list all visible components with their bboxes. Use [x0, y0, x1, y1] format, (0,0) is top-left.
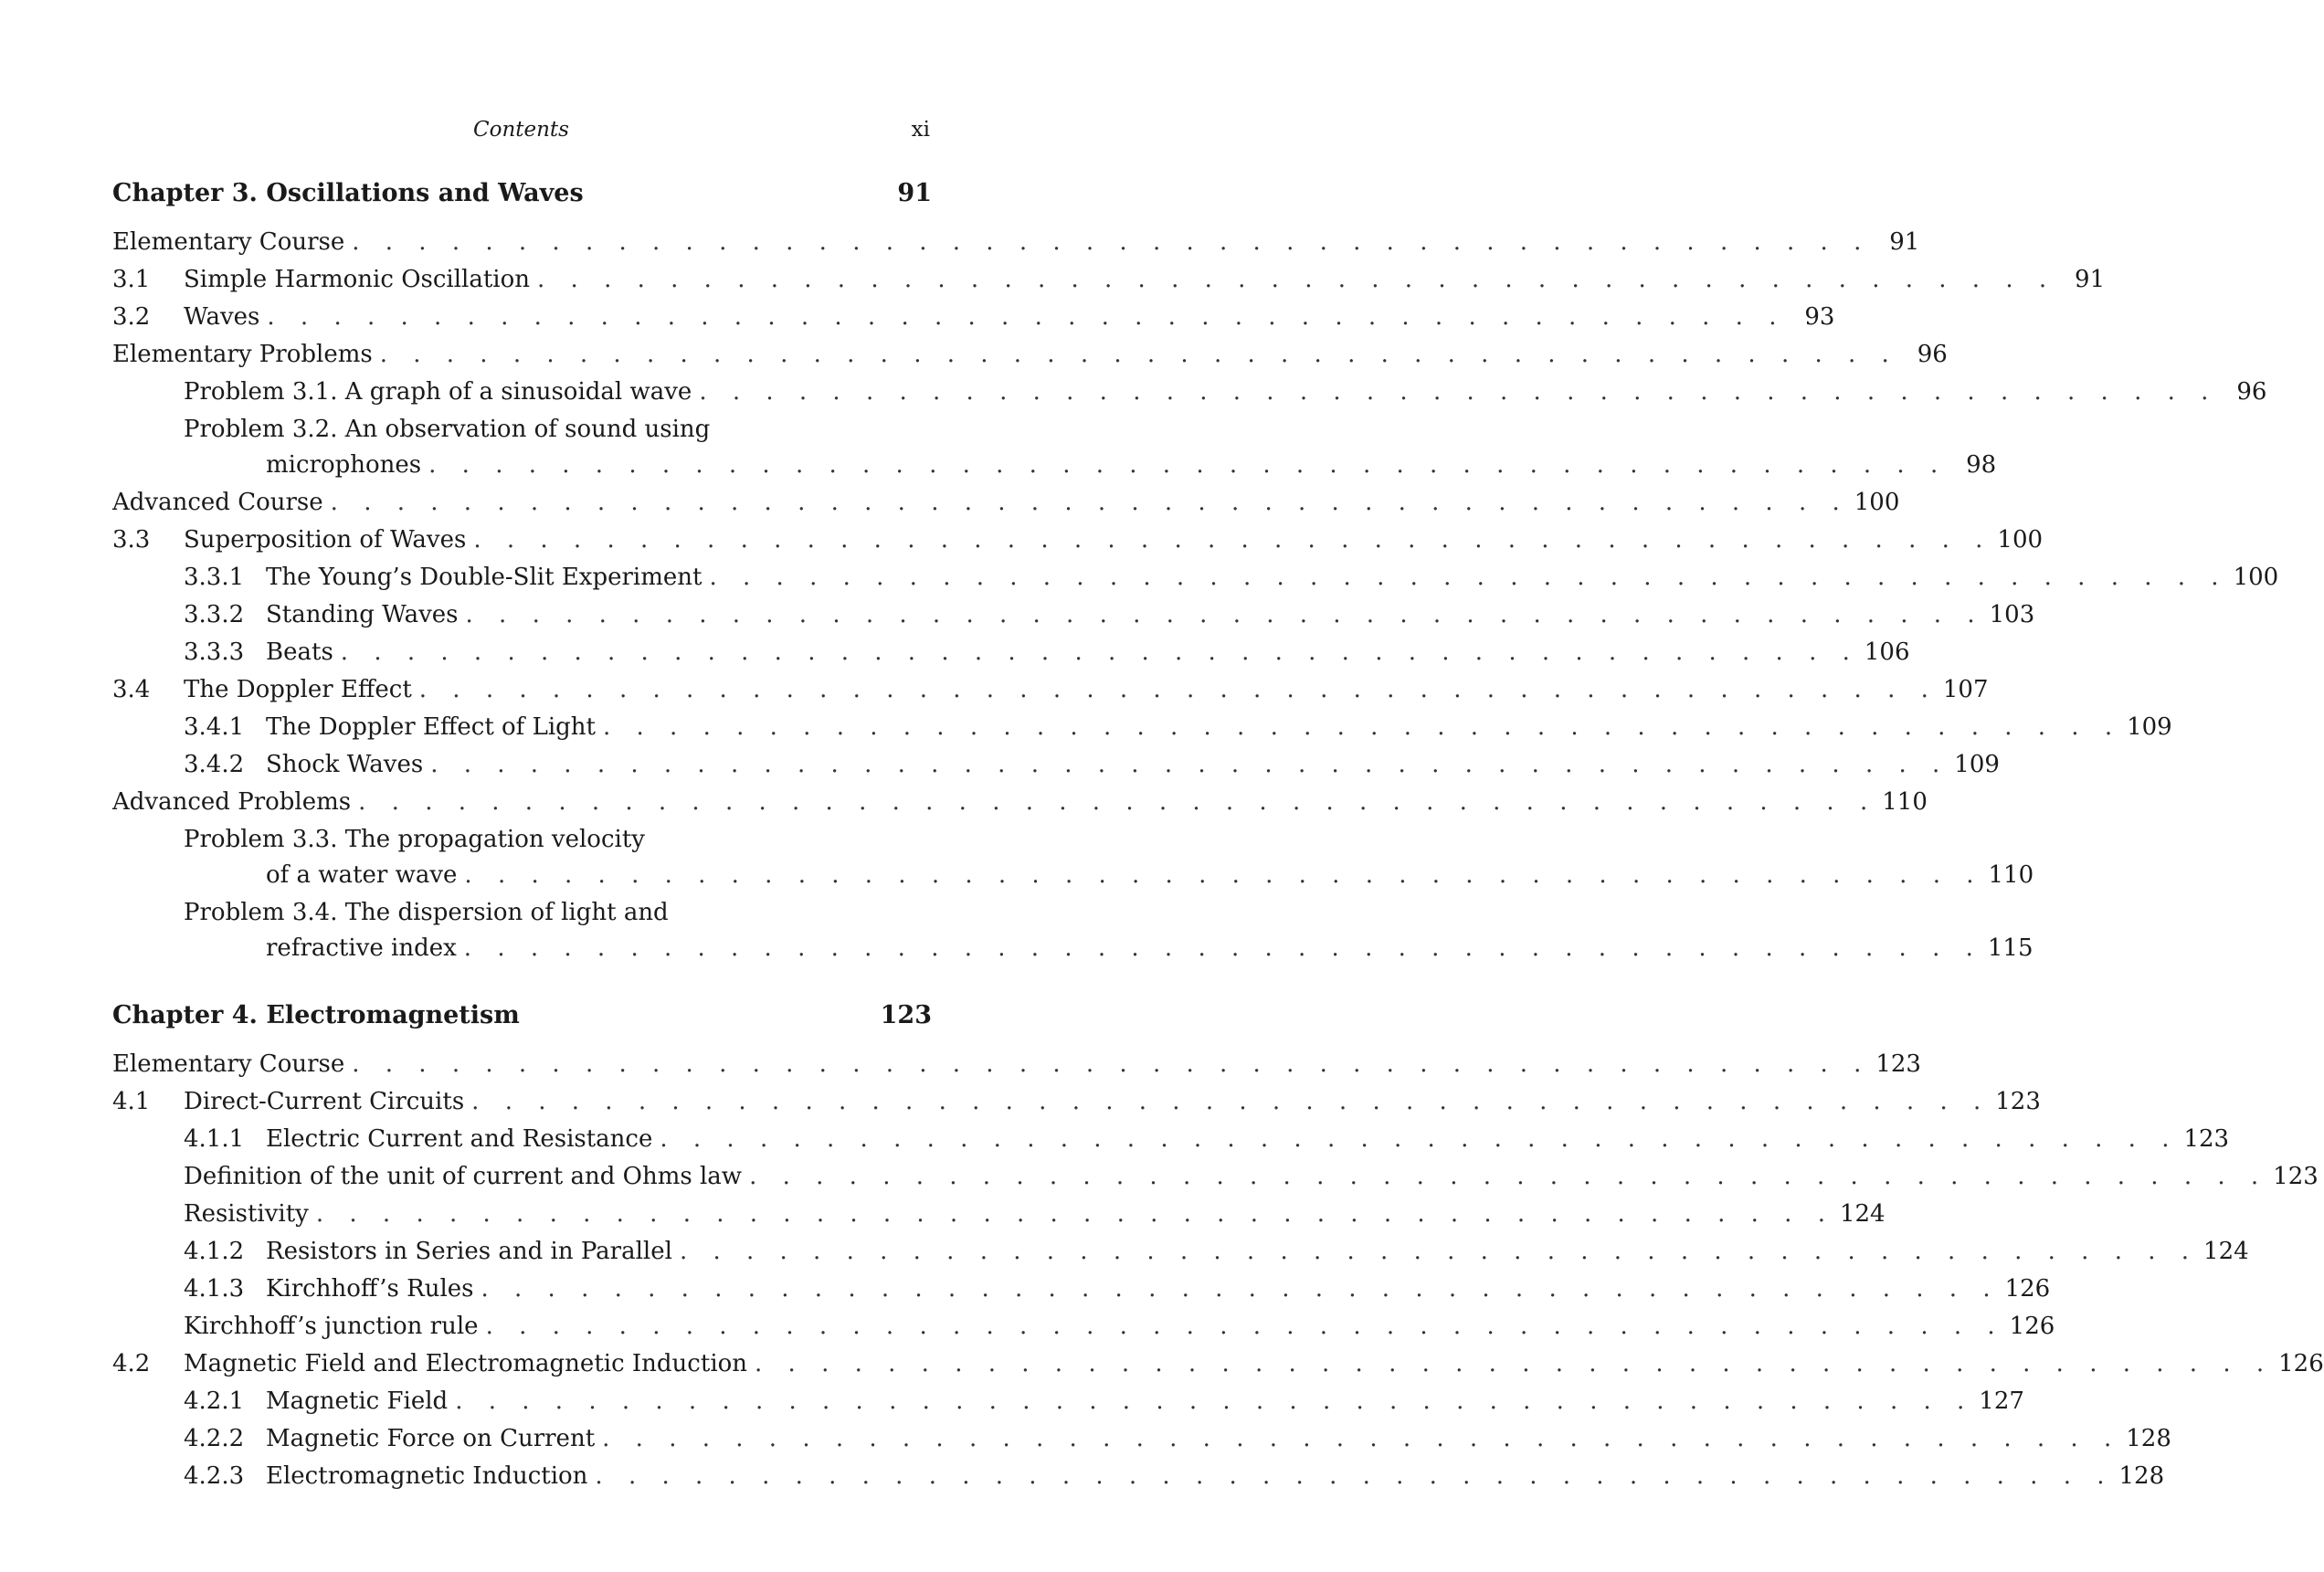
leader-dots: . . . . . . . . . . . . . . . . . . . . . . . . . . . . . . . . . . . . . . . . . . . . . .: [755, 1350, 2274, 1377]
entry-number: 3.1: [112, 266, 151, 293]
toc-entry-problem-3-2[interactable]: [112, 412, 932, 447]
entry-title: Problem 3.4. The dispersion of light and: [184, 899, 669, 926]
leader-dots: . . . . . . . . . . . . . . . . . . . . . . . . . . . . . . . . . . . . . . . . . . . . . .: [352, 1050, 1871, 1078]
entry-page: 126: [2278, 1350, 2324, 1377]
entry-number: 3.4: [112, 676, 151, 703]
toc-entry-problem-3-3[interactable]: [112, 822, 932, 857]
toc-entry-4-2-3[interactable]: [112, 1459, 2165, 1493]
entry-title: Standing Waves: [266, 601, 459, 628]
leader-dots: . . . . . . . . . . . . . . . . . . . . . . . . . . . . . . . . . . . . . . . . . . . . . .: [485, 1313, 2004, 1340]
toc-entry-3-1[interactable]: [112, 262, 2106, 297]
entry-title: Resistivity: [184, 1200, 309, 1228]
entry-title: Electric Current and Resistance: [266, 1125, 653, 1153]
entry-number: 3.3.3: [184, 638, 245, 666]
entry-page: 107: [1942, 676, 1989, 703]
entry-page: 110: [1882, 788, 1928, 816]
entry-page: 100: [1854, 489, 1900, 516]
leader-dots: . . . . . . . . . . . . . . . . . . . . . . . . . . . . . . . . . . . . . . . . . . . . . .: [471, 1088, 1991, 1115]
entry-page: 123: [2183, 1125, 2230, 1153]
entry-page: 128: [2126, 1425, 2171, 1452]
toc-entry-definition-unit-current[interactable]: [112, 1159, 2319, 1194]
toc-entry-3-2[interactable]: [112, 300, 1835, 334]
entry-number: 4.2: [112, 1350, 151, 1377]
leader-dots: . . . . . . . . . . . . . . . . . . . . . . . . . . . . . . . . . . . . . . . . . . . . . .: [481, 1275, 2000, 1303]
entry-title: Advanced Course: [112, 489, 323, 516]
entry-title: Elementary Problems: [112, 341, 373, 368]
entry-page: 109: [2127, 713, 2172, 741]
entry-title: Definition of the unit of current and Ohms law: [184, 1163, 743, 1190]
entry-title: Resistors in Series and in Parallel: [266, 1238, 672, 1265]
toc-entry-4-2[interactable]: [112, 1346, 2324, 1381]
entry-title: Kirchhoff’s Rules: [266, 1275, 474, 1303]
entry-title: microphones: [266, 451, 422, 479]
entry-title: Simple Harmonic Oscillation: [184, 266, 531, 293]
entry-title: Direct-Current Circuits: [184, 1088, 465, 1115]
entry-title: Problem 3.3. The propagation velocity: [184, 826, 645, 853]
entry-page: 123: [2273, 1163, 2319, 1190]
toc-entry-problem-3-4[interactable]: [112, 895, 932, 930]
leader-dots: . . . . . . . . . . . . . . . . . . . . . . . . . . . . . . . . . . . . . . . . . . . . . .: [330, 489, 1849, 516]
toc-entry-elementary-course[interactable]: [112, 225, 1920, 259]
entry-title: Problem 3.2. An observation of sound using: [184, 416, 711, 443]
entry-number: 4.1.1: [184, 1125, 245, 1153]
entry-number: 4.1.2: [184, 1238, 245, 1265]
entry-page: 123: [1995, 1088, 2041, 1115]
toc-entry-3-3-2[interactable]: [112, 597, 2035, 632]
leader-dots: . . . . . . . . . . . . . . . . . . . . . . . . . . . . . . . . . . . . . . . . . . . . . .: [315, 1200, 1834, 1228]
entry-page: 115: [1987, 934, 2034, 962]
toc-entry-3-3-1[interactable]: [112, 560, 2279, 595]
toc-entry-advanced-course[interactable]: [112, 485, 1900, 520]
entry-page: 100: [1997, 526, 2044, 554]
toc-entry-4-1[interactable]: [112, 1084, 2041, 1119]
toc-entry-3-3[interactable]: [112, 522, 2044, 557]
leader-dots: . . . . . . . . . . . . . . . . . . . . . . . . . . . . . . . . . . . . . . . . . . . . . .: [352, 228, 1871, 256]
chapter-page: 123: [880, 1000, 932, 1029]
entry-number: 3.4.1: [184, 713, 245, 741]
entry-title: Waves: [184, 303, 260, 331]
toc-entry-4-1-1[interactable]: [112, 1122, 2230, 1156]
entry-title: refractive index: [266, 934, 457, 962]
leader-dots: . . . . . . . . . . . . . . . . . . . . . . . . . . . . . . . . . . . . . . . . . . . . . .: [473, 526, 1992, 554]
running-head-page-number: xi: [911, 118, 930, 142]
leader-dots: . . . . . . . . . . . . . . . . . . . . . . . . . . . . . . . . . . . . . . . . . . . . . .: [267, 303, 1786, 331]
entry-page: 100: [2233, 564, 2279, 591]
leader-dots: . . . . . . . . . . . . . . . . . . . . . . . . . . . . . . . . . . . . . . . . . . . . . .: [418, 676, 1938, 703]
chapter-page: 91: [897, 178, 932, 207]
toc-entry-advanced-problems[interactable]: [112, 785, 1928, 819]
leader-dots: . . . . . . . . . . . . . . . . . . . . . . . . . . . . . . . . . . . . . . . . . . . . . .: [699, 378, 2218, 406]
entry-page: 91: [1889, 228, 1920, 256]
entry-page: 103: [1989, 601, 2035, 628]
toc-entry-problem-3-4-continued[interactable]: [112, 931, 2034, 965]
leader-dots: . . . . . . . . . . . . . . . . . . . . . . . . . . . . . . . . . . . . . . . . . . . . . .: [463, 934, 1982, 962]
entry-title: The Young’s Double-Slit Experiment: [266, 564, 702, 591]
entry-title: Advanced Problems: [112, 788, 352, 816]
entry-title: The Doppler Effect of Light: [266, 713, 596, 741]
toc-entry-resistivity[interactable]: [112, 1197, 1886, 1231]
leader-dots: . . . . . . . . . . . . . . . . . . . . . . . . . . . . . . . . . . . . . . . . . . . . . .: [537, 266, 2056, 293]
toc-entry-4-1-3[interactable]: [112, 1271, 2051, 1306]
entry-number: 3.3.1: [184, 564, 245, 591]
entry-title: Electromagnetic Induction: [266, 1462, 588, 1490]
chapter-title: Chapter 3. Oscillations and Waves: [112, 178, 584, 207]
entry-page: 91: [2075, 266, 2106, 293]
entry-title: The Doppler Effect: [184, 676, 412, 703]
running-head-title: Contents: [473, 118, 569, 142]
entry-number: 3.2: [112, 303, 151, 331]
toc-entry-4-1-2[interactable]: [112, 1234, 2249, 1269]
leader-dots: . . . . . . . . . . . . . . . . . . . . . . . . . . . . . . . . . . . . . . . . . . . . . .: [595, 1462, 2114, 1490]
toc-entry-elementary-problems[interactable]: [112, 337, 1948, 372]
entry-page: 123: [1875, 1050, 1921, 1078]
toc-entry-3-4[interactable]: [112, 672, 1989, 707]
entry-number: 4.1.3: [184, 1275, 245, 1303]
toc-entry-3-3-3[interactable]: [112, 635, 1910, 670]
toc-entry-kirchhoff-junction-rule[interactable]: [112, 1309, 2055, 1344]
entry-title: Kirchhoff’s junction rule: [184, 1313, 479, 1340]
entry-page: 124: [2203, 1238, 2249, 1265]
entry-page: 109: [1954, 751, 2000, 778]
leader-dots: . . . . . . . . . . . . . . . . . . . . . . . . . . . . . . . . . . . . . . . . . . . . . .: [660, 1125, 2179, 1153]
entry-number: 3.3.2: [184, 601, 245, 628]
entry-page: 96: [2236, 378, 2267, 406]
leader-dots: . . . . . . . . . . . . . . . . . . . . . . . . . . . . . . . . . . . . . . . . . . . . . .: [340, 638, 1859, 666]
entry-number: 4.2.1: [184, 1387, 245, 1415]
entry-page: 98: [1966, 451, 1997, 479]
leader-dots: . . . . . . . . . . . . . . . . . . . . . . . . . . . . . . . . . . . . . . . . . . . . . .: [455, 1387, 1974, 1415]
entry-title: Superposition of Waves: [184, 526, 467, 554]
leader-dots: . . . . . . . . . . . . . . . . . . . . . . . . . . . . . . . . . . . . . . . . . . . . . .: [430, 751, 1949, 778]
entry-title: Elementary Course: [112, 228, 345, 256]
entry-number: 3.3: [112, 526, 151, 554]
leader-dots: . . . . . . . . . . . . . . . . . . . . . . . . . . . . . . . . . . . . . . . . . . . . . .: [465, 601, 1984, 628]
entry-title: Magnetic Field: [266, 1387, 449, 1415]
toc-entry-elementary-course[interactable]: [112, 1047, 1921, 1081]
toc-entry-3-4-2[interactable]: [112, 747, 2000, 782]
entry-title: Elementary Course: [112, 1050, 345, 1078]
entry-page: 124: [1839, 1200, 1886, 1228]
leader-dots: . . . . . . . . . . . . . . . . . . . . . . . . . . . . . . . . . . . . . . . . . . . . . .: [428, 451, 1948, 479]
entry-number: 4.2.3: [184, 1462, 245, 1490]
leader-dots: . . . . . . . . . . . . . . . . . . . . . . . . . . . . . . . . . . . . . . . . . . . . . .: [603, 713, 2122, 741]
entry-title: Problem 3.1. A graph of a sinusoidal wave: [184, 378, 692, 406]
leader-dots: . . . . . . . . . . . . . . . . . . . . . . . . . . . . . . . . . . . . . . . . . . . . . .: [379, 341, 1898, 368]
leader-dots: . . . . . . . . . . . . . . . . . . . . . . . . . . . . . . . . . . . . . . . . . . . . . .: [358, 788, 1877, 816]
entry-title: Magnetic Force on Current: [266, 1425, 596, 1452]
leader-dots: . . . . . . . . . . . . . . . . . . . . . . . . . . . . . . . . . . . . . . . . . . . . . .: [679, 1238, 2199, 1265]
entry-title: Magnetic Field and Electromagnetic Induction: [184, 1350, 748, 1377]
leader-dots: . . . . . . . . . . . . . . . . . . . . . . . . . . . . . . . . . . . . . . . . . . . . . .: [464, 861, 1983, 889]
entry-page: 110: [1988, 861, 2034, 889]
toc-entry-problem-3-3-continued[interactable]: [112, 858, 2034, 892]
chapter-3-heading[interactable]: [112, 174, 932, 211]
entry-title: Beats: [266, 638, 333, 666]
entry-number: 3.4.2: [184, 751, 245, 778]
entry-title: of a water wave: [266, 861, 458, 889]
leader-dots: . . . . . . . . . . . . . . . . . . . . . . . . . . . . . . . . . . . . . . . . . . . . . .: [749, 1163, 2268, 1190]
toc-entry-problem-3-2-continued[interactable]: [112, 448, 1997, 482]
chapter-4-heading[interactable]: [112, 997, 932, 1033]
chapter-title: Chapter 4. Electromagnetism: [112, 1000, 520, 1029]
entry-page: 126: [2004, 1275, 2051, 1303]
entry-number: 4.2.2: [184, 1425, 245, 1452]
leader-dots: . . . . . . . . . . . . . . . . . . . . . . . . . . . . . . . . . . . . . . . . . . . . . .: [709, 564, 2228, 591]
entry-page: 96: [1917, 341, 1948, 368]
entry-page: 106: [1864, 638, 1910, 666]
entry-title: Shock Waves: [266, 751, 424, 778]
entry-number: 4.1: [112, 1088, 151, 1115]
running-head: [0, 115, 1042, 144]
leader-dots: . . . . . . . . . . . . . . . . . . . . . . . . . . . . . . . . . . . . . . . . . . . . . .: [602, 1425, 2121, 1452]
toc-entry-3-4-1[interactable]: [112, 710, 2172, 744]
entry-page: 93: [1804, 303, 1835, 331]
toc-entry-problem-3-1[interactable]: [112, 375, 2267, 409]
entry-page: 127: [1979, 1387, 2024, 1415]
entry-page: 128: [2118, 1462, 2165, 1490]
entry-page: 126: [2009, 1313, 2055, 1340]
toc-entry-4-2-1[interactable]: [112, 1384, 2024, 1419]
toc-entry-4-2-2[interactable]: [112, 1421, 2171, 1456]
